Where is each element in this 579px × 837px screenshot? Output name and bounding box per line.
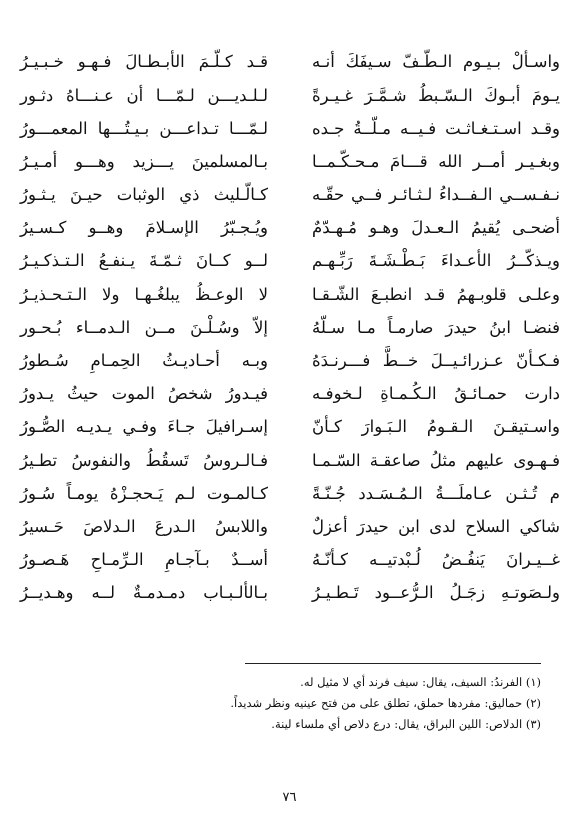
verse	[20, 146, 560, 179]
verse-first-hemistich: فنضـا ابنُ حيدرَ صارمـاً مـا سـلّهُ	[312, 317, 560, 337]
verse	[20, 444, 560, 477]
poem	[20, 46, 560, 610]
verse-first-hemistich: فـكـأنّ عـزرائـيــلَ خــطَّ فـــرنـدَهُ	[312, 351, 560, 371]
verse	[20, 245, 560, 278]
verse-second-hemistich: أســدٌ بـآجـامِ الـرِّمـاحِ هَـصـورُ	[20, 550, 268, 570]
verse	[20, 411, 560, 444]
footnote: (٣) الدلاص: اللين البراق، يقال: درع دلاص أي ملساء لينة.	[271, 717, 541, 731]
verse-first-hemistich: نـفـســي الـفــداءُ لـثـائـر فــي حقّـه	[312, 185, 560, 205]
verse-second-hemistich: إسـرافيلَ جـاءَ وفـي يـديـه الصُّـورُ	[20, 417, 268, 437]
verse-first-hemistich: ولـصَوتـهِ زجَـلُ الـرُّعــود تَـطـيـرُ	[312, 583, 560, 603]
verse-second-hemistich: قـد كـلّـمَ الأبـطـالَ فـهـو خـبـيـرُ	[20, 52, 268, 72]
footnotes	[41, 672, 541, 735]
verse-second-hemistich: كـالّـليث ذي الوثبات حيـنَ يـثـورُ	[20, 185, 268, 205]
verse	[20, 179, 560, 212]
verse-second-hemistich: لـلـديـــن لـمّـــا أن عـنـــاهُ دثـور	[20, 85, 268, 105]
verse-second-hemistich: لــو كــانَ ثـمّـةَ يـنفـعُ الـتـذكـيـرُ	[20, 251, 268, 271]
verse-first-hemistich: واسـألْ بـيـوم الـطّـفّ سـيفَكَ أنـه	[312, 52, 560, 72]
verse	[20, 312, 560, 345]
verse-first-hemistich: فـهـوى عليهم مثلُ صاعقـة السّـمـا	[312, 450, 560, 470]
verse-first-hemistich: م تُـثـن عـاملَـــةُ الـمُـسَـدد جُـنّـةً	[312, 483, 560, 503]
verse-first-hemistich: وبغـيـر أمــر الله قـــامَ مـحـكّـمــا	[312, 151, 560, 171]
verse	[20, 79, 560, 112]
verse	[20, 278, 560, 311]
verse-second-hemistich: واللابسُ الـدرعَ الـدلاصَ حَـسيرُ	[20, 516, 268, 536]
verse-second-hemistich: وبـه أحـاديـثُ الحِمـامِ سُـطورُ	[20, 351, 268, 371]
verse-second-hemistich: فـالـروسُ تَسقُطُ والنفوسُ تطـيرُ	[20, 450, 268, 470]
verse	[20, 477, 560, 510]
verse	[20, 112, 560, 145]
verse	[20, 577, 560, 610]
verse	[20, 378, 560, 411]
verse-first-hemistich: وعلـى قلوبـهمُ قـد انطبـعَ الشّـقـا	[312, 284, 560, 304]
verse-first-hemistich: يـومَ أبـوكَ الـسّـبطُ شـمَّـرَ غـيـرةً	[312, 85, 560, 105]
verse	[20, 345, 560, 378]
verse-second-hemistich: بـالمسلمينَ يـــزيد وهـــو أمـيـرُ	[20, 151, 268, 171]
verse-first-hemistich: غــيـرانَ يَنفُـضُ لُـبْدتيــه كـأنّـهُ	[312, 550, 560, 570]
verse	[20, 511, 560, 544]
verse	[20, 46, 560, 79]
verse-first-hemistich: دارت حمـائـقُ الـكُـمـاةِ لـخوفـه	[312, 384, 560, 404]
verse	[20, 212, 560, 245]
verse-second-hemistich: كـالمـوت لـم يَـحجـزْهُ يومـاً سُـورُ	[20, 483, 268, 503]
verse-second-hemistich: لـمّـــا تـداعـــن بـيـتُـــها المعمـــورُ	[20, 118, 268, 138]
verse-first-hemistich: أضحـى يُقيمُ الـعـدلَ وهـو مُـهـدّمٌ	[312, 218, 560, 238]
verse-first-hemistich: واسـتيقـنَ الـقـومُ الـبَـوارَ كـأنّ	[312, 417, 560, 437]
verse-second-hemistich: فيـدورُ شخصُ الموت حيثُ يـدورُ	[20, 384, 268, 404]
page-number: ٧٦	[282, 790, 297, 805]
verse-second-hemistich: بـالألـبـاب دمـدمـةٌ لــه وهـديــرُ	[20, 583, 268, 603]
verse	[20, 544, 560, 577]
verse-first-hemistich: ويـذكّــرُ الأعـداءَ بَـطْـشَـةَ رَبِّـهـم	[312, 251, 560, 271]
verse-second-hemistich: ويُـجـبّرُ الإسـلامَ وهــو كـسـيرُ	[20, 218, 268, 238]
verse-second-hemistich: إلاّ وسُـلْـنَ مــن الـدمــاء بُـحـور	[20, 317, 268, 337]
footnote-divider	[245, 663, 541, 664]
verse-first-hemistich: شاكي السلاح لدى ابن حيدرَ أعزلٌ	[312, 516, 560, 536]
footnote: (٢) حماليق: مفردها حملق، تطلق على من فتح عينيه ونظر شديداً.	[230, 696, 541, 710]
verse-first-hemistich: وقـد اسـتـغـاثـت فـيــه مـلّــةُ جـده	[312, 118, 560, 138]
verse-second-hemistich: لا الوعـظُ يبلغُـهـا ولا الـتـحـذيـرُ	[20, 284, 268, 304]
footnote: (١) الفرندُ: السيف، يقال: سيف فرند أي لا مثيل له.	[300, 675, 541, 689]
